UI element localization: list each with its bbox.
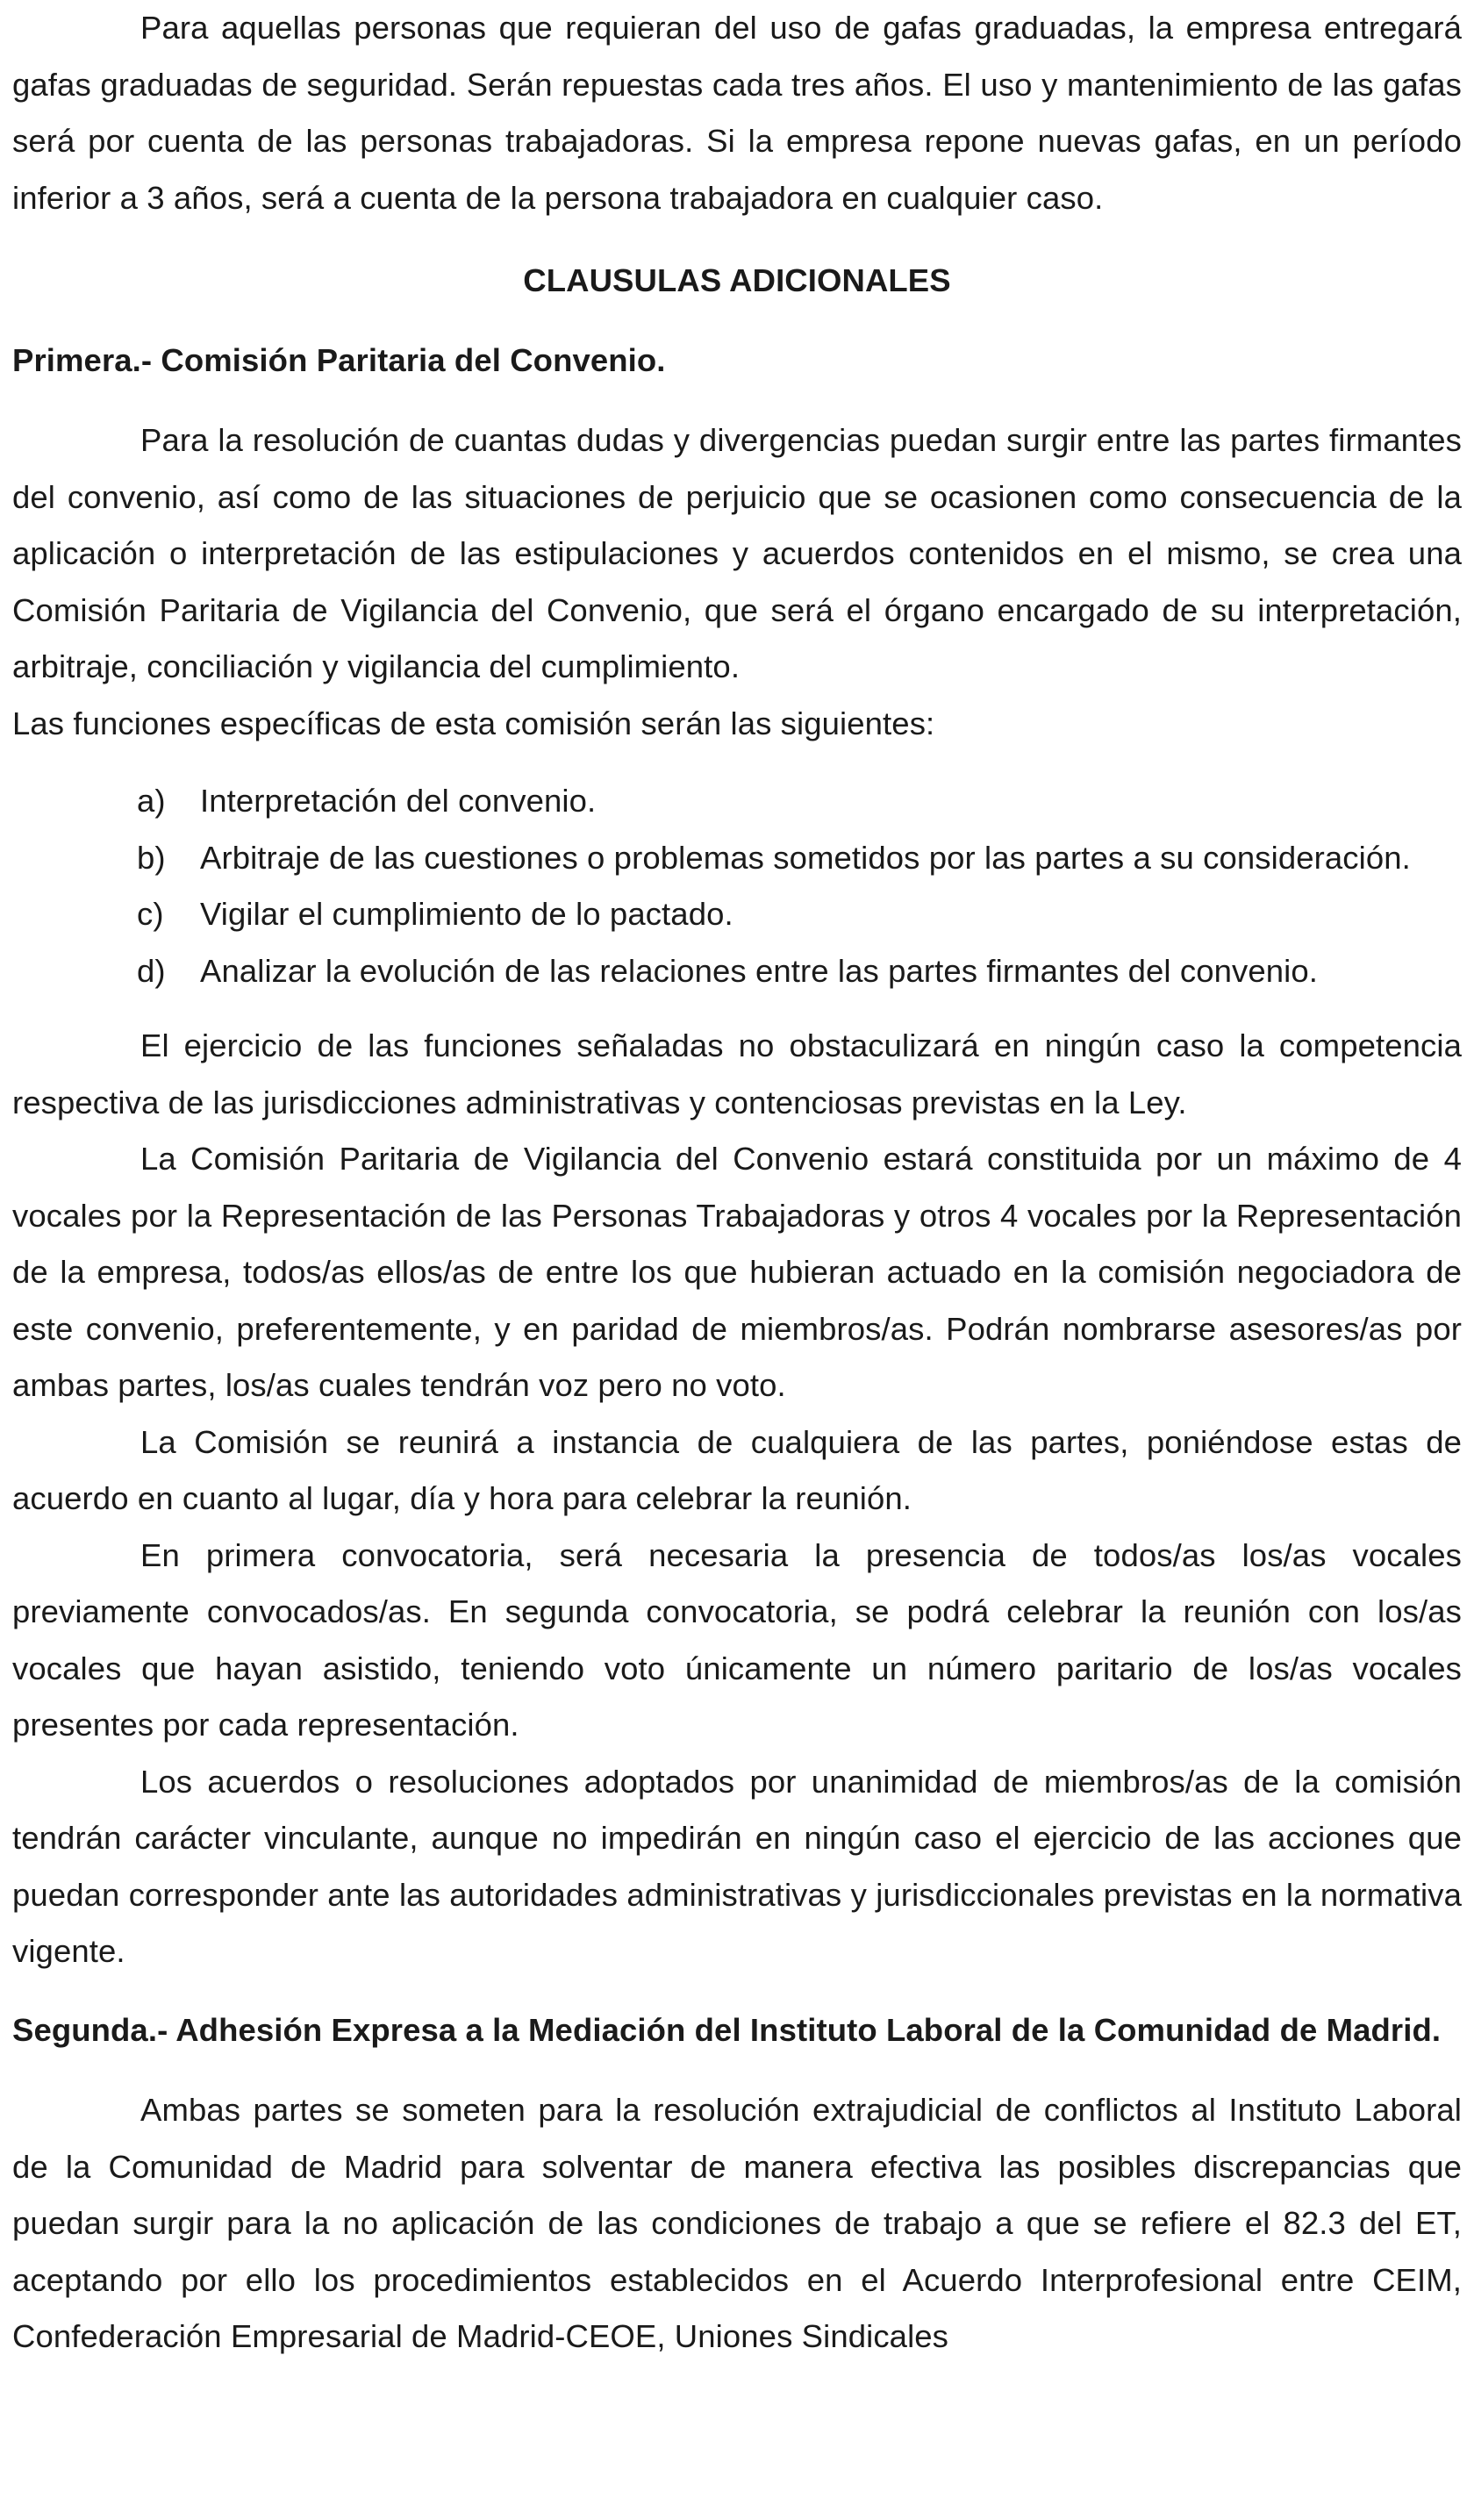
section-title: CLAUSULAS ADICIONALES bbox=[523, 262, 951, 298]
document-page bbox=[12, 0, 1462, 2366]
clause-1-paragraph-2: El ejercicio de las funciones señaladas no obstaculizará en ningún caso la competencia respectiva de las jurisdicciones administrativas y contenciosas previstas en la Ley. bbox=[12, 1027, 1462, 1120]
functions-list bbox=[12, 773, 1462, 999]
list-marker: d) bbox=[137, 952, 166, 989]
list-item-text: Interpretación del convenio. bbox=[200, 783, 597, 819]
clause-1-paragraph-4: La Comisión se reunirá a instancia de cualquiera de las partes, poniéndose estas de acuerdo en cuanto al lugar, día y hora para celebrar la reunión. bbox=[12, 1423, 1462, 1516]
intro-paragraph: Para aquellas personas que requieran del uso de gafas graduadas, la empresa entregará gafas graduadas de seguridad. Serán repuestas cada tres años. El uso y mantenimiento de las gafas será por cuenta de las personas trabajadoras. Si la empresa repone nuevas gafas, en un período inferior a 3 años, será a cuenta de la persona trabajadora en cualquier caso. bbox=[12, 10, 1462, 216]
clause-1-paragraph-3: La Comisión Paritaria de Vigilancia del Convenio estará constituida por un máximo de 4 vocales por la Representación de las Personas Trabajadoras y otros 4 vocales por la Representación de la empresa, todos/as ellos/as de entre los que hubieran actuado en la comisión negociadora de este convenio, preferentemente, y en paridad de miembros/as. Podrán nombrarse asesores/as por ambas partes, los/as cuales tendrán voz pero no voto. bbox=[12, 1141, 1462, 1403]
list-marker: c) bbox=[137, 896, 164, 932]
list-item-text: Vigilar el cumplimiento de lo pactado. bbox=[200, 896, 733, 932]
clause-1-paragraph-6: Los acuerdos o resoluciones adoptados por unanimidad de miembros/as de la comisión tendrán carácter vinculante, aunque no impedirán en ningún caso el ejercicio de las acciones que puedan corresponder ante las autoridades administrativas y jurisdiccionales previstas en la normativa vigente. bbox=[12, 1763, 1462, 1969]
list-marker: b) bbox=[137, 839, 166, 876]
list-item bbox=[12, 830, 1462, 887]
clause-2-paragraph-1: Ambas partes se someten para la resolución extrajudicial de conflictos al Instituto Laboral de la Comunidad de Madrid para solventar de manera efectiva las posibles discrepancias que puedan surgir para la no aplicación de las condiciones de trabajo a que se refiere el 82.3 del ET, aceptando por ello los procedimientos establecidos en el Acuerdo Interprofesional entre CEIM, Confederación Empresarial de Madrid-CEOE, Uniones Sindicales bbox=[12, 2092, 1462, 2354]
list-item bbox=[12, 886, 1462, 943]
clause-2-heading: Segunda.- Adhesión Expresa a la Mediación del Instituto Laboral de la Comunidad de Madrid. bbox=[12, 2011, 1442, 2048]
list-item-text: Arbitraje de las cuestiones o problemas sometidos por las partes a su consideración. bbox=[200, 839, 1411, 876]
clause-1-heading: Primera.- Comisión Paritaria del Convenio. bbox=[12, 341, 666, 378]
clause-1-paragraph-5: En primera convocatoria, será necesaria la presencia de todos/as los/as vocales previamente convocados/as. En segunda convocatoria, se podrá celebrar la reunión con los/as vocales que hayan asistido, teniendo voto únicamente un número paritario de los/as vocales presentes por cada representación. bbox=[12, 1536, 1462, 1743]
list-item-text: Analizar la evolución de las relaciones entre las partes firmantes del convenio. bbox=[200, 952, 1319, 989]
list-marker: a) bbox=[137, 783, 166, 819]
list-item bbox=[12, 943, 1462, 1000]
functions-intro: Las funciones específicas de esta comisión serán las siguientes: bbox=[12, 705, 935, 741]
list-item bbox=[12, 773, 1462, 830]
clause-1-paragraph-1: Para la resolución de cuantas dudas y divergencias puedan surgir entre las partes firmantes del convenio, así como de las situaciones de perjuicio que se ocasionen como consecuencia de la aplicación o interpretación de las estipulaciones y acuerdos contenidos en el mismo, se crea una Comisión Paritaria de Vigilancia del Convenio, que será el órgano encargado de su interpretación, arbitraje, conciliación y vigilancia del cumplimiento. bbox=[12, 422, 1462, 684]
